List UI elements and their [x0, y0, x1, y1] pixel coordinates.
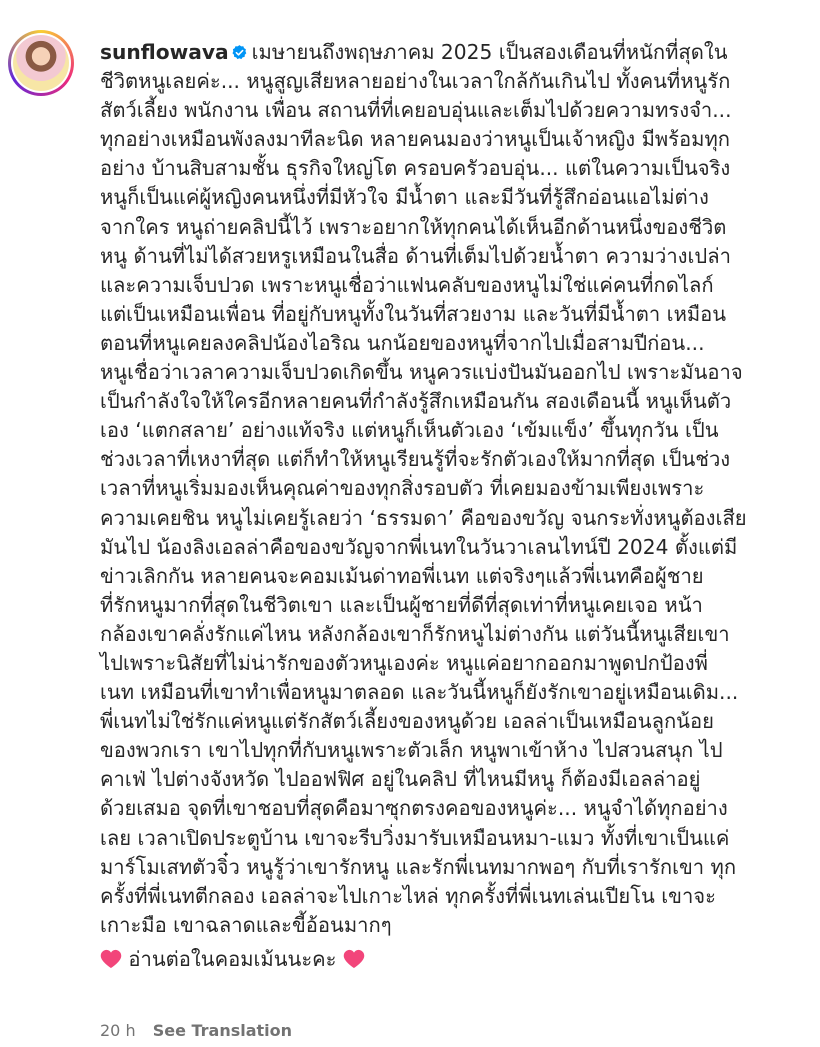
caption-line: เลย เวลาเปิดประตูบ้าน เขาจะรีบวิ่งมารับเหมือนหมา-แมว ทั้งที่เขาเป็นแค่: [100, 825, 730, 850]
caption-line: มันไป น้องลิงเอลล่าคือของขวัญจากพี่เนทในวันวาเลนไทน์ปี 2024 ตั้งแต่มี: [100, 534, 738, 559]
heart-icon: [343, 949, 365, 969]
post-footer: [100, 1021, 292, 1040]
heart-icon: [100, 949, 122, 969]
caption-body: [100, 67, 812, 940]
caption-line: จากใคร หนูถ่ายคลิปนี้ไว้ เพราะอยากให้ทุกคนได้เห็นอีกด้านหนึ่งของชีวิต: [100, 214, 727, 239]
caption-line: ของพวกเรา เขาไปทุกที่กับหนูเพราะตัวเล็ก หนูพาเข้าห้าง ไปสวนสนุก ไป: [100, 738, 723, 763]
caption-line: ตอนที่หนูเคยลงคลิปน้องไอริณ นกน้อยของหนูที่จากไปเมื่อสามปีก่อน...: [100, 330, 705, 355]
read-more-text: อ่านต่อในคอมเม้นนะคะ: [128, 946, 337, 971]
caption-line: มาร์โมเสทตัวจิ๋ว หนูรู้ว่าเขารักหนู และรักพี่เนทมากพอๆ กับที่เรารักเขา ทุก: [100, 854, 737, 879]
caption-line: หนูก็เป็นแค่ผู้หญิงคนหนึ่งที่มีหัวใจ มีน้ำตา และมีวันที่รู้สึกอ่อนแอไม่ต่าง: [100, 185, 709, 210]
caption-line: ทุกอย่างเหมือนพังลงมาทีละนิด หลายคนมองว่าหนูเป็นเจ้าหญิง มีพร้อมทุก: [100, 127, 730, 152]
caption-line: ข่าวเลิกกัน หลายคนจะคอมเม้นด่าทอพี่เนท แต่จริงๆแล้วพี่เนทคือผู้ชาย: [100, 563, 704, 588]
avatar[interactable]: [8, 30, 74, 96]
verified-badge-icon: [231, 44, 248, 61]
caption-line: กล้องเขาคลั่งรักแค่ไหน หลังกล้องเขาก็รักหนูไม่ต่างกัน แต่วันนี้หนูเสียเขา: [100, 621, 730, 646]
caption-line: ช่วงเวลาที่เหงาที่สุด แต่ก็ทำให้หนูเรียนรู้ที่จะรักตัวเองให้มากที่สุด เป็นช่วง: [100, 447, 731, 472]
see-translation-button[interactable]: See Translation: [152, 1021, 293, 1040]
caption-line: อย่าง บ้านสิบสามชั้น ธุรกิจใหญ่โต ครอบครัวอบอุ่น... แต่ในความเป็นจริง: [100, 156, 731, 181]
caption-line: เวลาที่หนูเริ่มมองเห็นคุณค่าของทุกสิ่งรอบตัว ที่เคยมองข้ามเพียงเพราะ: [100, 476, 705, 501]
caption-line: ครั้งที่พี่เนทตีกลอง เอลล่าจะไปเกาะไหล่ ทุกครั้งที่พี่เนทเล่นเปียโน เขาจะ: [100, 883, 716, 908]
caption-line: ที่รักหนูมากที่สุดในชีวิตเขา และเป็นผู้ชายที่ดีที่สุดเท่าที่หนูเคยเจอ หน้า: [100, 592, 703, 617]
caption-line: เนท เหมือนที่เขาทำเพื่อหนูมาตลอด และวันนี้หนูก็ยังรักเขาอยู่เหมือนเดิม...: [100, 680, 739, 705]
caption-line: แต่เป็นเหมือนเพื่อน ที่อยู่กับหนูทั้งในวันที่สวยงาม และวันที่มีน้ำตา เหมือน: [100, 301, 727, 326]
post-timestamp: 20 h: [100, 1021, 136, 1040]
caption-line: ชีวิตหนูเลยค่ะ... หนูสูญเสียหลายอย่างในเวลาใกล้กันเกินไป ทั้งคนที่หนูรัก: [100, 69, 731, 94]
caption-line: เอง ‘แตกสลาย’ อย่างแท้จริง แต่หนูก็เห็นตัวเอง ‘เข้มแข็ง’ ขึ้นทุกวัน เป็น: [100, 418, 719, 443]
caption-first-line: [100, 38, 812, 67]
caption-line: ไปเพราะนิสัยที่ไม่น่ารักของตัวหนูเองค่ะ หนูแค่อยากออกมาพูดปกป้องพี่: [100, 650, 708, 675]
caption-line: พี่เนทไม่ใช่รักแค่หนูแต่รักสัตว์เลี้ยงของหนูด้วย เอลล่าเป็นเหมือนลูกน้อย: [100, 709, 714, 734]
caption-line: และความเจ็บปวด เพราะหนูเชื่อว่าแฟนคลับของหนูไม่ใช่แค่คนที่กดไลก์: [100, 272, 714, 297]
caption-line: ความเคยชิน หนูไม่เคยรู้เลยว่า ‘ธรรมดา’ คือของขวัญ จนกระทั่งหนูต้องเสีย: [100, 505, 747, 530]
read-more-line: [100, 945, 812, 974]
username-link[interactable]: sunflowava: [100, 40, 229, 64]
caption-line: สัตว์เลี้ยง พนักงาน เพื่อน สถานที่ที่เคยอบอุ่นและเต็มไปด้วยความทรงจำ...: [100, 98, 732, 123]
caption-line: หนู ด้านที่ไม่ได้สวยหรูเหมือนในสื่อ ด้านที่เต็มไปด้วยน้ำตา ความว่างเปล่า: [100, 243, 731, 268]
caption-line: เป็นกำลังใจให้ใครอีกหลายคนที่กำลังรู้สึกเหมือนกัน สองเดือนนี้ หนูเห็นตัว: [100, 389, 732, 414]
caption-line: เกาะมือ เขาฉลาดและขี้อ้อนมากๆ: [100, 912, 392, 937]
caption-line: ด้วยเสมอ จุดที่เขาชอบที่สุดคือมาซุกตรงคอของหนูค่ะ... หนูจำได้ทุกอย่าง: [100, 796, 728, 821]
caption-line: คาเฟ่ ไปต่างจังหวัด ไปออฟฟิศ อยู่ในคลิป ที่ไหนมีหนู ก็ต้องมีเอลล่าอยู่: [100, 767, 701, 792]
avatar-photo: [13, 35, 69, 91]
post-caption: [100, 38, 812, 974]
caption-line: หนูเชื่อว่าเวลาความเจ็บปวดเกิดขึ้น หนูควรแบ่งปันมันออกไป เพราะมันอาจ: [100, 360, 743, 385]
avatar-frame: [11, 33, 71, 93]
caption-text-first: เมษายนถึงพฤษภาคม 2025 เป็นสองเดือนที่หนักที่สุดใน: [251, 40, 728, 64]
